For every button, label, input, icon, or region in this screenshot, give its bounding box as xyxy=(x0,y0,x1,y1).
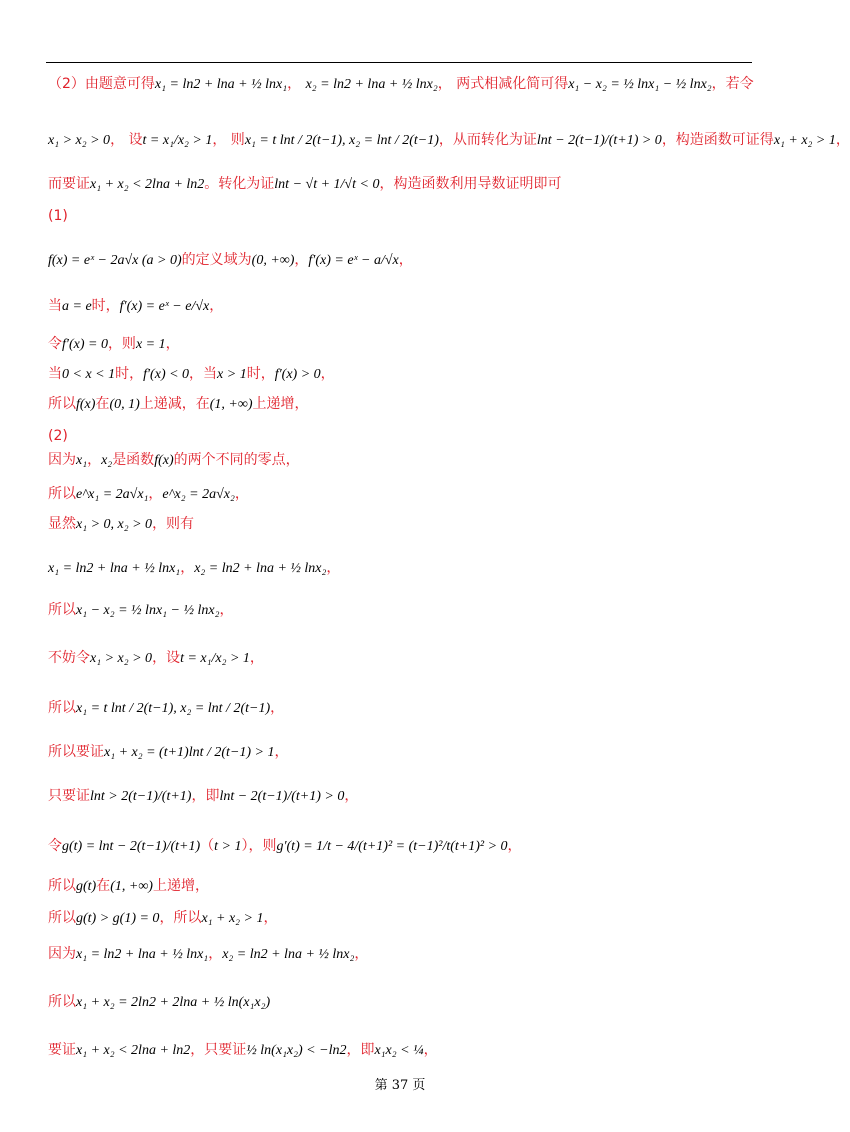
math-expression: x₂ = ln2 + lna + ½ lnx₂ xyxy=(194,561,327,576)
text-segment: ， xyxy=(320,366,335,382)
text-segment: 要证 xyxy=(48,1042,76,1058)
math-expression: x₁ + x₂ > 1 xyxy=(773,133,836,148)
text-line xyxy=(48,600,233,621)
text-line xyxy=(48,992,270,1013)
text-line xyxy=(48,394,309,415)
text-line xyxy=(48,426,68,446)
text-line xyxy=(48,836,522,857)
math-expression: f(x) xyxy=(154,453,174,468)
text-segment: 的两个不同的零点， xyxy=(173,452,300,468)
text-segment: ， xyxy=(274,744,289,760)
math-expression: e^x₁ = 2a√x₁ xyxy=(76,487,149,502)
text-segment: ， xyxy=(344,788,359,804)
math-expression: f(x) = eˣ − 2a√x (a > 0) xyxy=(48,253,182,268)
math-expression: (1, +∞) xyxy=(209,397,253,412)
text-segment: ，只要证 xyxy=(190,1042,247,1058)
text-segment: ，构造函数利用导数证明即可 xyxy=(379,176,562,192)
text-segment: ， 设 xyxy=(110,132,143,148)
text-segment: ， xyxy=(219,602,234,618)
math-expression: g(t) xyxy=(76,879,97,894)
text-line xyxy=(48,944,368,965)
text-segment: 而要证 xyxy=(48,176,90,192)
text-line xyxy=(48,250,413,271)
text-segment: 是函数 xyxy=(112,452,155,468)
text-segment: ， xyxy=(398,252,413,268)
text-segment: 所以要证 xyxy=(48,744,104,760)
text-segment: （ xyxy=(200,838,215,854)
math-expression: a = e xyxy=(62,299,92,314)
text-segment: ， xyxy=(249,650,264,666)
text-segment: 上递增， xyxy=(252,396,309,412)
text-line xyxy=(48,450,300,471)
text-segment: ，所以 xyxy=(159,910,202,926)
math-expression: x₁ + x₂ = 2ln2 + 2lna + ½ ln(x₁x₂) xyxy=(76,995,271,1010)
text-segment: 令 xyxy=(48,336,62,352)
text-segment: ， xyxy=(87,452,102,468)
math-expression: x₁ > 0, x₂ > 0 xyxy=(76,517,153,532)
text-segment: 时， xyxy=(91,298,120,314)
text-line xyxy=(48,698,284,719)
text-line xyxy=(48,174,561,195)
header-rule xyxy=(46,62,752,63)
math-expression: x₁ = t lnt / 2(t−1), x₂ = lnt / 2(t−1) xyxy=(244,133,439,148)
math-expression: g(t) > g(1) = 0 xyxy=(76,911,160,926)
math-expression: x₁ + x₂ < 2lna + ln2 xyxy=(76,1043,191,1058)
text-segment: 在 xyxy=(95,396,110,412)
text-line xyxy=(48,876,209,897)
math-expression: x₁ = t lnt / 2(t−1), x₂ = lnt / 2(t−1) xyxy=(76,701,271,716)
math-expression: x₁ > x₂ > 0 xyxy=(90,651,153,666)
text-segment: ， xyxy=(423,1042,438,1058)
math-expression: f′(x) = 0 xyxy=(62,337,108,352)
text-line xyxy=(48,908,278,929)
text-segment: 因为 xyxy=(48,946,76,962)
math-expression: (1, +∞) xyxy=(110,879,153,894)
text-segment: 所以 xyxy=(48,878,76,894)
math-expression: (0, 1) xyxy=(109,397,140,412)
math-expression: f′(x) = eˣ − e/√x xyxy=(119,299,210,314)
text-segment: 所以 xyxy=(48,396,76,412)
text-line xyxy=(48,742,289,763)
text-segment: ， 两式相减化简可得 xyxy=(437,76,569,92)
math-expression: x₁ = ln2 + lna + ½ lnx₁ xyxy=(76,947,209,962)
math-expression: f(x) xyxy=(76,397,96,412)
text-segment: ，则 xyxy=(107,336,136,352)
text-segment: ，当 xyxy=(189,366,218,382)
text-line xyxy=(48,514,194,535)
text-segment: ， xyxy=(234,486,249,502)
text-segment: ， xyxy=(507,838,522,854)
math-expression: x₁ xyxy=(76,453,88,468)
text-segment: 只要证 xyxy=(48,788,90,804)
math-expression: e^x₂ = 2a√x₂ xyxy=(162,487,235,502)
math-expression: x > 1 xyxy=(217,367,247,382)
text-segment: 当 xyxy=(48,366,62,382)
text-segment: 时， xyxy=(115,366,144,382)
text-segment: ，则有 xyxy=(152,516,195,532)
text-segment: ， xyxy=(208,946,223,962)
text-segment: ， xyxy=(209,298,224,314)
math-expression: x₁ > x₂ > 0 xyxy=(48,133,111,148)
text-segment: ，从而转化为证 xyxy=(438,132,537,148)
text-segment: ，若令 xyxy=(711,76,754,92)
math-expression: x₂ = ln2 + lna + ½ lnx₂ xyxy=(222,947,355,962)
text-segment: 时， xyxy=(246,366,275,382)
page-number: 第 37 页 xyxy=(374,1078,426,1093)
math-expression: lnt > 2(t−1)/(t+1) xyxy=(90,789,192,804)
text-line xyxy=(48,1040,438,1061)
math-expression: ½ ln(x₁x₂) < −ln2 xyxy=(246,1043,347,1058)
text-segment: 令 xyxy=(48,838,62,854)
text-segment: 所以 xyxy=(48,994,76,1010)
text-segment: ，设 xyxy=(152,650,181,666)
math-expression: lnt − 2(t−1)/(t+1) > 0 xyxy=(536,133,662,148)
text-segment: 。转化为证 xyxy=(204,176,275,192)
text-segment: 所以 xyxy=(48,700,76,716)
text-segment: ，构造函数可证得 xyxy=(661,132,774,148)
text-segment: ， xyxy=(835,132,850,148)
math-expression: (0, +∞) xyxy=(251,253,295,268)
text-segment: 所以 xyxy=(48,910,76,926)
text-segment: ，即 xyxy=(346,1042,375,1058)
text-segment: 所以 xyxy=(48,486,76,502)
text-segment: ， xyxy=(263,910,278,926)
math-expression: f′(x) > 0 xyxy=(274,367,321,382)
text-segment: 当 xyxy=(48,298,62,314)
math-expression: g(t) = lnt − 2(t−1)/(t+1) xyxy=(62,839,201,854)
text-segment: 显然 xyxy=(48,516,76,532)
text-line xyxy=(48,484,249,505)
text-line xyxy=(48,206,68,226)
text-line xyxy=(48,558,340,579)
text-line xyxy=(48,74,754,95)
text-segment: (1) xyxy=(48,208,68,224)
text-segment: ， 则 xyxy=(212,132,245,148)
math-expression: x₁ = ln2 + lna + ½ lnx₁ xyxy=(48,561,181,576)
text-segment: ， xyxy=(287,76,306,92)
text-line xyxy=(48,648,264,669)
math-expression: x = 1 xyxy=(135,337,166,352)
text-segment: ， xyxy=(354,946,369,962)
text-segment: 上递减，在 xyxy=(139,396,210,412)
text-line xyxy=(48,130,850,151)
math-expression: f′(x) = eˣ − a/√x xyxy=(308,253,399,268)
math-expression: t = x₁/x₂ > 1 xyxy=(142,133,213,148)
math-expression: t > 1 xyxy=(214,839,242,854)
text-segment: ， xyxy=(270,700,285,716)
math-expression: lnt − √t + 1/√t < 0 xyxy=(274,177,380,192)
math-expression: x₁ = ln2 + lna + ½ lnx₁ xyxy=(154,77,288,92)
math-expression: t = x₁/x₂ > 1 xyxy=(180,651,250,666)
math-expression: x₁ + x₂ = (t+1)lnt / 2(t−1) > 1 xyxy=(104,745,275,760)
text-segment: ， xyxy=(294,252,309,268)
text-segment: 所以 xyxy=(48,602,76,618)
math-expression: lnt − 2(t−1)/(t+1) > 0 xyxy=(219,789,345,804)
text-segment: 在 xyxy=(96,878,111,894)
text-line xyxy=(48,334,180,355)
text-line xyxy=(48,364,335,385)
math-expression: x₁ − x₂ = ½ lnx₁ − ½ lnx₂ xyxy=(76,603,220,618)
math-expression: x₁ − x₂ = ½ lnx₁ − ½ lnx₂ xyxy=(568,77,712,92)
text-segment: 上递增， xyxy=(152,878,209,894)
text-segment: 的定义域为 xyxy=(181,252,252,268)
text-segment: ， xyxy=(148,486,163,502)
math-expression: g′(t) = 1/t − 4/(t+1)² = (t−1)²/t(t+1)² > 0 xyxy=(276,839,508,854)
math-expression: 0 < x < 1 xyxy=(62,367,116,382)
math-expression: x₂ xyxy=(101,453,113,468)
text-line xyxy=(48,786,358,807)
text-segment: （2）由题意可得 xyxy=(48,76,155,92)
math-expression: x₁x₂ < ¼ xyxy=(374,1043,424,1058)
text-line xyxy=(48,296,223,317)
math-expression: x₁ + x₂ < 2lna + ln2 xyxy=(90,177,205,192)
text-segment: (2) xyxy=(48,428,68,444)
text-segment: ， xyxy=(165,336,180,352)
text-segment: ， xyxy=(326,560,341,576)
math-expression: x₂ = ln2 + lna + ½ lnx₂ xyxy=(305,77,438,92)
text-segment: ，即 xyxy=(191,788,220,804)
math-expression: f′(x) < 0 xyxy=(143,367,190,382)
text-segment: 因为 xyxy=(48,452,76,468)
text-segment: ），则 xyxy=(241,838,277,854)
text-segment: ， xyxy=(180,560,195,576)
math-expression: x₁ + x₂ > 1 xyxy=(201,911,264,926)
text-segment: 不妨令 xyxy=(48,650,90,666)
